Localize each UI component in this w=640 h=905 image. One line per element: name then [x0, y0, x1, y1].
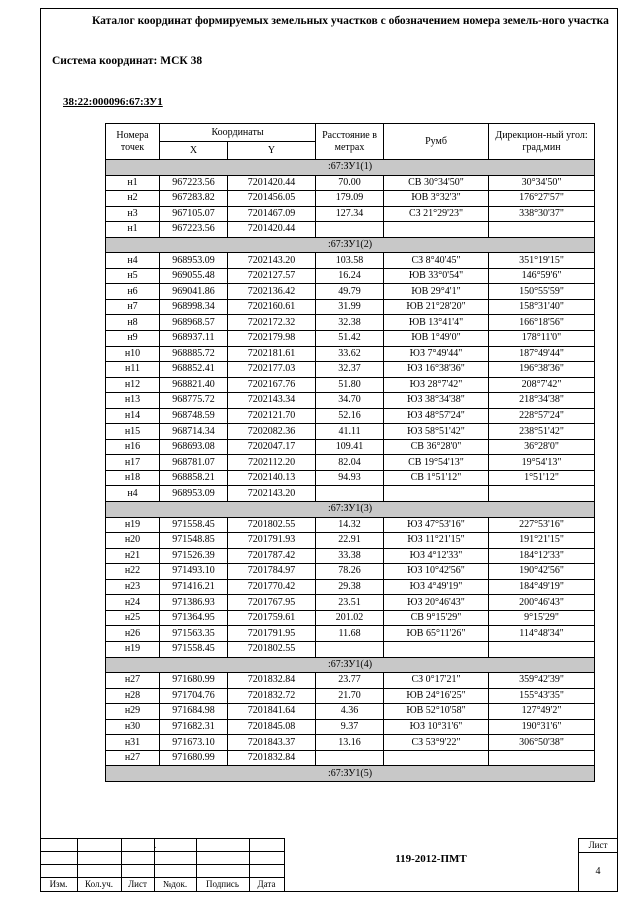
- direction-angle: 178°11'0": [489, 331, 595, 347]
- point-number: н25: [106, 610, 160, 626]
- table-row: [106, 688, 595, 704]
- coord-x: 971684.98: [160, 704, 228, 720]
- point-number: н30: [106, 719, 160, 735]
- coord-y: 7201841.64: [228, 704, 316, 720]
- coord-x: 968968.57: [160, 315, 228, 331]
- coord-y: 7202167.76: [228, 377, 316, 393]
- point-number: н18: [106, 470, 160, 486]
- parcel-number: 38:22:000096:67:ЗУ1: [63, 96, 163, 108]
- coord-x: 971558.45: [160, 641, 228, 657]
- coord-x: 967105.07: [160, 206, 228, 222]
- coord-y: 7201843.37: [228, 735, 316, 751]
- header-y: Y: [228, 142, 316, 160]
- coord-x: 969055.48: [160, 268, 228, 284]
- point-number: н19: [106, 517, 160, 533]
- rumb: ЮЗ 20°46'43": [384, 595, 489, 611]
- distance: 4.36: [316, 704, 384, 720]
- table-row: [106, 439, 595, 455]
- rumb: ЮЗ 28°7'42": [384, 377, 489, 393]
- point-number: н21: [106, 548, 160, 564]
- table-row: [106, 533, 595, 549]
- table-row: [106, 517, 595, 533]
- table-row: [106, 175, 595, 191]
- point-number: н28: [106, 688, 160, 704]
- table-row: [106, 455, 595, 471]
- distance: 9.37: [316, 719, 384, 735]
- coordinates-table: [105, 123, 595, 782]
- point-number: н8: [106, 315, 160, 331]
- direction-angle: 196°38'36": [489, 362, 595, 378]
- point-number: н22: [106, 564, 160, 580]
- table-row: [106, 626, 595, 642]
- header-direction-angle: Дирекцион-ный угол: град,мин: [489, 124, 595, 160]
- direction-angle: 114°48'34": [489, 626, 595, 642]
- distance: 82.04: [316, 455, 384, 471]
- coord-y: 7201832.72: [228, 688, 316, 704]
- table-row: [106, 253, 595, 269]
- coord-y: 7202143.34: [228, 393, 316, 409]
- coord-y: 7201770.42: [228, 579, 316, 595]
- point-number: н4: [106, 253, 160, 269]
- distance: 31.99: [316, 299, 384, 315]
- coord-x: 971493.10: [160, 564, 228, 580]
- coord-y: 7201456.05: [228, 191, 316, 207]
- distance: 41.11: [316, 424, 384, 440]
- rumb: ЮЗ 11°21'15": [384, 533, 489, 549]
- coord-y: 7202140.13: [228, 470, 316, 486]
- direction-angle: [489, 750, 595, 766]
- distance: [316, 222, 384, 238]
- rumb: ЮВ 21°28'20": [384, 299, 489, 315]
- point-number: н29: [106, 704, 160, 720]
- coord-y: 7202136.42: [228, 284, 316, 300]
- distance: 109.41: [316, 439, 384, 455]
- distance: 127.34: [316, 206, 384, 222]
- distance: 201.02: [316, 610, 384, 626]
- table-row: [106, 393, 595, 409]
- stamp-mark: .: [154, 840, 157, 850]
- point-number: н15: [106, 424, 160, 440]
- table-row: [106, 315, 595, 331]
- coord-y: 7201791.95: [228, 626, 316, 642]
- table-row: [106, 719, 595, 735]
- distance: 179.09: [316, 191, 384, 207]
- direction-angle: 158°31'40": [489, 299, 595, 315]
- table-row: [106, 362, 595, 378]
- section-row: [106, 237, 595, 253]
- rumb: [384, 486, 489, 502]
- header-rumb: Румб: [384, 124, 489, 160]
- section-row: [106, 502, 595, 518]
- table-row: [106, 470, 595, 486]
- direction-angle: 228°57'24": [489, 408, 595, 424]
- document-code: 119-2012-ПМТ: [395, 853, 467, 865]
- direction-angle: 166°18'56": [489, 315, 595, 331]
- coord-y: 7202112.20: [228, 455, 316, 471]
- rumb: ЮЗ 4°12'33": [384, 548, 489, 564]
- rumb: СВ 19°54'13": [384, 455, 489, 471]
- direction-angle: 218°34'38": [489, 393, 595, 409]
- section-row: [106, 766, 595, 782]
- coord-x: 968852.41: [160, 362, 228, 378]
- page-title: Каталог координат формируемых земельных участков с обозначением номера земель-ного участка: [92, 15, 609, 27]
- table-row: [106, 268, 595, 284]
- table-row: [106, 704, 595, 720]
- coord-x: 968953.09: [160, 253, 228, 269]
- coord-x: 968998.34: [160, 299, 228, 315]
- coord-y: 7201420.44: [228, 175, 316, 191]
- rumb: ЮВ 29°4'1": [384, 284, 489, 300]
- rumb: ЮВ 33°0'54": [384, 268, 489, 284]
- table-row: [106, 377, 595, 393]
- direction-angle: 184°49'19": [489, 579, 595, 595]
- table-row: [106, 673, 595, 689]
- coord-x: 968885.72: [160, 346, 228, 362]
- distance: 70.00: [316, 175, 384, 191]
- coord-x: 971386.93: [160, 595, 228, 611]
- coord-y: 7201832.84: [228, 673, 316, 689]
- direction-angle: 1°51'12": [489, 470, 595, 486]
- direction-angle: 36°28'0": [489, 439, 595, 455]
- distance: 51.80: [316, 377, 384, 393]
- direction-angle: 208°7'42": [489, 377, 595, 393]
- section-title: :67:ЗУ1(5): [106, 766, 595, 782]
- coord-x: 971364.95: [160, 610, 228, 626]
- point-number: н23: [106, 579, 160, 595]
- coord-x: 971416.21: [160, 579, 228, 595]
- coord-x: 968748.59: [160, 408, 228, 424]
- rumb: ЮЗ 47°53'16": [384, 517, 489, 533]
- coord-y: 7202047.17: [228, 439, 316, 455]
- section-row: [106, 657, 595, 673]
- distance: 23.77: [316, 673, 384, 689]
- point-number: н17: [106, 455, 160, 471]
- distance: [316, 750, 384, 766]
- point-number: н2: [106, 191, 160, 207]
- table-row: [106, 750, 595, 766]
- rumb: [384, 750, 489, 766]
- rumb: СЗ 21°29'23": [384, 206, 489, 222]
- rumb: ЮЗ 4°49'19": [384, 579, 489, 595]
- direction-angle: 190°31'6": [489, 719, 595, 735]
- point-number: н26: [106, 626, 160, 642]
- rumb: СВ 1°51'12": [384, 470, 489, 486]
- point-number: н27: [106, 673, 160, 689]
- point-number: н4: [106, 486, 160, 502]
- rumb: ЮЗ 7°49'44": [384, 346, 489, 362]
- coord-x: 968953.09: [160, 486, 228, 502]
- coord-y: 7202172.32: [228, 315, 316, 331]
- direction-angle: 146°59'6": [489, 268, 595, 284]
- coord-x: 968714.34: [160, 424, 228, 440]
- rumb: СВ 30°34'50": [384, 175, 489, 191]
- distance: 52.16: [316, 408, 384, 424]
- coord-x: 968775.72: [160, 393, 228, 409]
- distance: 78.26: [316, 564, 384, 580]
- coord-x: 971680.99: [160, 750, 228, 766]
- distance: 22.91: [316, 533, 384, 549]
- header-x: X: [160, 142, 228, 160]
- direction-angle: [489, 486, 595, 502]
- table-row: [106, 346, 595, 362]
- section-title: :67:ЗУ1(2): [106, 237, 595, 253]
- point-number: н9: [106, 331, 160, 347]
- rumb: СЗ 0°17'21": [384, 673, 489, 689]
- table-row: [106, 191, 595, 207]
- coord-x: 967223.56: [160, 175, 228, 191]
- rumb: ЮЗ 38°34'38": [384, 393, 489, 409]
- direction-angle: 338°30'37": [489, 206, 595, 222]
- stamp-podpis: Подпись: [205, 879, 240, 889]
- sheet-label: Лист: [588, 840, 608, 850]
- rumb: ЮВ 65°11'26": [384, 626, 489, 642]
- rumb: ЮЗ 58°51'42": [384, 424, 489, 440]
- point-number: н1: [106, 175, 160, 191]
- coord-y: 7202179.98: [228, 331, 316, 347]
- distance: 51.42: [316, 331, 384, 347]
- distance: 14.32: [316, 517, 384, 533]
- direction-angle: 190°42'56": [489, 564, 595, 580]
- section-row: [106, 160, 595, 176]
- direction-angle: 306°50'38": [489, 735, 595, 751]
- sheet-number: 4: [595, 866, 601, 877]
- coord-y: 7202082.36: [228, 424, 316, 440]
- coord-x: 971673.10: [160, 735, 228, 751]
- coord-y: 7202177.03: [228, 362, 316, 378]
- coord-x: 968858.21: [160, 470, 228, 486]
- point-number: н19: [106, 641, 160, 657]
- direction-angle: 351°19'15": [489, 253, 595, 269]
- coord-x: 968821.40: [160, 377, 228, 393]
- distance: 13.16: [316, 735, 384, 751]
- distance: 11.68: [316, 626, 384, 642]
- direction-angle: 150°55'59": [489, 284, 595, 300]
- distance: 49.79: [316, 284, 384, 300]
- coord-y: 7201802.55: [228, 517, 316, 533]
- coord-y: 7202127.57: [228, 268, 316, 284]
- section-title: :67:ЗУ1(4): [106, 657, 595, 673]
- coord-x: 967223.56: [160, 222, 228, 238]
- table-row: [106, 299, 595, 315]
- direction-angle: 127°49'2": [489, 704, 595, 720]
- table-row: [106, 548, 595, 564]
- coord-y: 7201467.09: [228, 206, 316, 222]
- distance: 94.93: [316, 470, 384, 486]
- distance: 23.51: [316, 595, 384, 611]
- point-number: н24: [106, 595, 160, 611]
- table-row: [106, 595, 595, 611]
- rumb: ЮВ 52°10'58": [384, 704, 489, 720]
- stamp-list: Лист: [128, 879, 147, 889]
- direction-angle: [489, 641, 595, 657]
- point-number: н5: [106, 268, 160, 284]
- coordinate-system: Система координат: МСК 38: [52, 55, 203, 67]
- direction-angle: 238°51'42": [489, 424, 595, 440]
- coord-y: 7202143.20: [228, 253, 316, 269]
- direction-angle: 30°34'50": [489, 175, 595, 191]
- rumb: ЮВ 13°41'4": [384, 315, 489, 331]
- point-number: н16: [106, 439, 160, 455]
- rumb: СЗ 53°9'22": [384, 735, 489, 751]
- point-number: н13: [106, 393, 160, 409]
- table-row: [106, 735, 595, 751]
- coord-y: 7201767.95: [228, 595, 316, 611]
- rumb: СВ 36°28'0": [384, 439, 489, 455]
- point-number: н7: [106, 299, 160, 315]
- point-number: н27: [106, 750, 160, 766]
- distance: 33.38: [316, 548, 384, 564]
- rumb: ЮВ 3°32'3": [384, 191, 489, 207]
- header-distance: Расстояние в метрах: [316, 124, 384, 160]
- coord-x: 971558.45: [160, 517, 228, 533]
- rumb: [384, 641, 489, 657]
- point-number: н14: [106, 408, 160, 424]
- table-row: [106, 610, 595, 626]
- table-row: [106, 486, 595, 502]
- coord-x: 971563.35: [160, 626, 228, 642]
- rumb: ЮЗ 48°57'24": [384, 408, 489, 424]
- distance: 103.58: [316, 253, 384, 269]
- coord-y: 7201845.08: [228, 719, 316, 735]
- rumb: СВ 9°15'29": [384, 610, 489, 626]
- coord-x: 971680.99: [160, 673, 228, 689]
- coord-x: 971704.76: [160, 688, 228, 704]
- coord-x: 968937.11: [160, 331, 228, 347]
- coord-y: 7202121.70: [228, 408, 316, 424]
- title-block: [40, 838, 618, 892]
- distance: 32.38: [316, 315, 384, 331]
- distance: 16.24: [316, 268, 384, 284]
- point-number: н6: [106, 284, 160, 300]
- point-number: н10: [106, 346, 160, 362]
- table-row: [106, 408, 595, 424]
- direction-angle: 176°27'57": [489, 191, 595, 207]
- table-row: [106, 641, 595, 657]
- coord-y: 7201802.55: [228, 641, 316, 657]
- coord-y: 7201759.61: [228, 610, 316, 626]
- direction-angle: 155°43'35": [489, 688, 595, 704]
- rumb: СЗ 8°40'45": [384, 253, 489, 269]
- table-row: [106, 424, 595, 440]
- distance: 33.62: [316, 346, 384, 362]
- point-number: н20: [106, 533, 160, 549]
- table-row: [106, 222, 595, 238]
- coord-y: 7201784.97: [228, 564, 316, 580]
- coord-x: 969041.86: [160, 284, 228, 300]
- section-title: :67:ЗУ1(3): [106, 502, 595, 518]
- direction-angle: 359°42'39": [489, 673, 595, 689]
- coord-y: 7201787.42: [228, 548, 316, 564]
- distance: 32.37: [316, 362, 384, 378]
- section-title: :67:ЗУ1(1): [106, 160, 595, 176]
- direction-angle: 184°12'33": [489, 548, 595, 564]
- table-row: [106, 284, 595, 300]
- stamp-kol-uch: Кол.уч.: [85, 879, 113, 889]
- stamp-data: Дата: [257, 879, 276, 889]
- point-number: н31: [106, 735, 160, 751]
- header-point-numbers: Номера точек: [106, 124, 160, 160]
- header-coordinates: Координаты: [160, 124, 316, 142]
- coord-x: 968693.08: [160, 439, 228, 455]
- rumb: ЮЗ 10°42'56": [384, 564, 489, 580]
- rumb: ЮЗ 10°31'6": [384, 719, 489, 735]
- coord-x: 967283.82: [160, 191, 228, 207]
- direction-angle: 9°15'29": [489, 610, 595, 626]
- direction-angle: 19°54'13": [489, 455, 595, 471]
- distance: [316, 641, 384, 657]
- point-number: н12: [106, 377, 160, 393]
- direction-angle: 191°21'15": [489, 533, 595, 549]
- coord-x: 971526.39: [160, 548, 228, 564]
- table-row: [106, 579, 595, 595]
- coord-y: 7201832.84: [228, 750, 316, 766]
- coord-y: 7202143.20: [228, 486, 316, 502]
- rumb: ЮВ 24°16'25": [384, 688, 489, 704]
- distance: 29.38: [316, 579, 384, 595]
- coord-y: 7201420.44: [228, 222, 316, 238]
- point-number: н1: [106, 222, 160, 238]
- coord-y: 7201791.93: [228, 533, 316, 549]
- table-row: [106, 331, 595, 347]
- point-number: н11: [106, 362, 160, 378]
- point-number: н3: [106, 206, 160, 222]
- coord-y: 7202181.61: [228, 346, 316, 362]
- coord-y: 7202160.61: [228, 299, 316, 315]
- coord-x: 971548.85: [160, 533, 228, 549]
- distance: [316, 486, 384, 502]
- distance: 34.70: [316, 393, 384, 409]
- rumb: ЮЗ 16°38'36": [384, 362, 489, 378]
- stamp-ndok: №док.: [162, 879, 188, 889]
- rumb: [384, 222, 489, 238]
- coord-x: 968781.07: [160, 455, 228, 471]
- rumb: ЮВ 1°49'0": [384, 331, 489, 347]
- coord-x: 971682.31: [160, 719, 228, 735]
- direction-angle: 227°53'16": [489, 517, 595, 533]
- direction-angle: 200°46'43": [489, 595, 595, 611]
- distance: 21.70: [316, 688, 384, 704]
- table-row: [106, 206, 595, 222]
- table-row: [106, 564, 595, 580]
- stamp-izm: Изм.: [49, 879, 68, 889]
- direction-angle: 187°49'44": [489, 346, 595, 362]
- direction-angle: [489, 222, 595, 238]
